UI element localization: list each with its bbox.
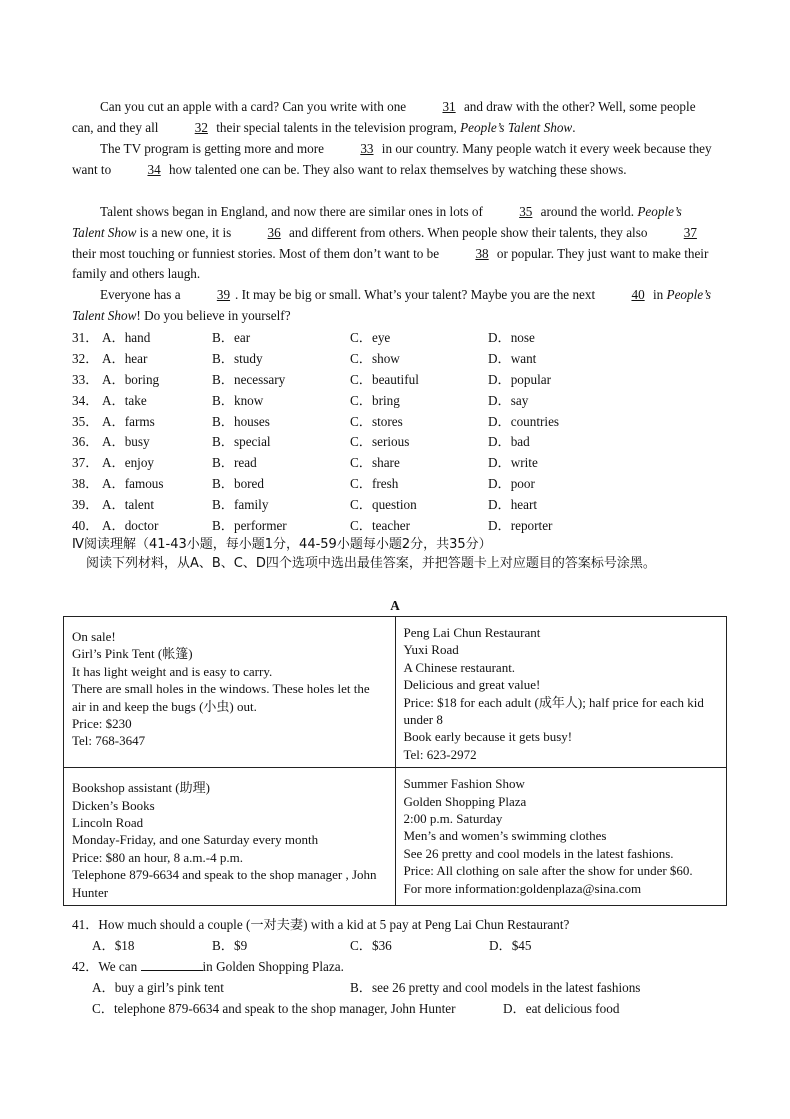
- blank-37: 37: [683, 224, 697, 240]
- text: 42．We can: [72, 959, 138, 974]
- options-row-40: [72, 515, 712, 535]
- ad-fashion-show: [395, 768, 727, 906]
- passage-label: A: [390, 598, 400, 613]
- text: .: [572, 119, 576, 135]
- text: how talented one can be. They also want to relax themselves by watching these shows.: [168, 161, 627, 177]
- ad-line: Girl’s Pink Tent (帐篷): [72, 646, 193, 662]
- option-d: D．reporter: [488, 518, 553, 533]
- ad-line: See 26 pretty and cool models in the latest fashions.: [403, 845, 674, 861]
- option-c: C．eye: [350, 330, 391, 345]
- option-a: A．doctor: [102, 518, 159, 533]
- ad-line: Men’s and women’s swimming clothes: [403, 828, 607, 844]
- ad-line: On sale!: [72, 629, 116, 644]
- option-b: B．ear: [212, 330, 251, 345]
- program-title: People’s Talent Show: [460, 119, 573, 135]
- option-a: A．famous: [102, 476, 164, 491]
- ad-line: Price: All clothing on sale after the show for under $60.: [403, 863, 693, 879]
- ad-line: Price: $80 an hour, 8 a.m.-4 p.m.: [72, 849, 243, 865]
- ad-restaurant: [395, 617, 727, 768]
- ad-line: 2:00 p.m. Saturday: [403, 811, 503, 827]
- blank-35: 35: [519, 204, 533, 219]
- question-number: 36．: [72, 434, 99, 449]
- text: . It may be big or small. What’s your talent? Maybe you are the next: [235, 287, 596, 302]
- option-b: B．houses: [212, 414, 270, 429]
- question-number: 33．: [72, 372, 99, 387]
- options-row-39: [72, 494, 712, 514]
- ad-line: Price: $18 for each adult (成年人); half price for each kid under 8: [403, 694, 704, 728]
- ad-bookshop: [64, 768, 396, 906]
- section-title: Ⅳ阅读理解（41-43小题，每小题1分，44-59小题每小题2分，共35分）: [72, 537, 492, 552]
- blank-36: 36: [267, 224, 281, 240]
- option-d: D．write: [488, 455, 538, 470]
- option-d: D．countries: [488, 414, 560, 429]
- question-number: 38．: [72, 476, 99, 491]
- ad-line: Dicken’s Books: [72, 797, 155, 813]
- option-a: A．farms: [102, 414, 155, 429]
- ad-line: Lincoln Road: [72, 815, 144, 831]
- option-d: D．nose: [488, 330, 535, 345]
- option-c: C．fresh: [350, 476, 399, 491]
- ads-table: [63, 616, 727, 906]
- option-c: C．question: [350, 497, 417, 512]
- option-b: B．read: [212, 455, 257, 470]
- option-a: A．hear: [102, 351, 148, 366]
- q41-option-c: C．$36: [350, 938, 392, 953]
- options-row-32: [72, 348, 712, 368]
- question-number: 35．: [72, 414, 99, 429]
- option-d: D．heart: [488, 497, 538, 512]
- cloze-paragraph-4: [72, 285, 712, 327]
- options-row-38: [72, 473, 712, 493]
- question-number: 34．: [72, 393, 99, 408]
- cloze-paragraph-1: [72, 97, 712, 139]
- section-instruction: 阅读下列材料，从A、B、C、D四个选项中选出最佳答案，并把答题卡上对应题目的答案标号涂黑。: [86, 556, 656, 571]
- option-d: D．want: [488, 351, 537, 366]
- program-title: People’s Talent Show: [72, 287, 711, 323]
- option-a: A．hand: [102, 330, 151, 345]
- text: ! Do you believe in yourself?: [136, 307, 291, 323]
- q42-option-d: D．eat delicious food: [503, 1001, 620, 1016]
- ad-line: Summer Fashion Show: [403, 776, 525, 792]
- cloze-paragraph-2: [72, 139, 712, 181]
- option-b: B．special: [212, 434, 271, 449]
- option-c: C．show: [350, 351, 400, 366]
- q41-option-a: A．$18: [92, 938, 135, 953]
- text: and different from others. When people show their talents, they also: [289, 224, 648, 240]
- option-c: C．share: [350, 455, 400, 470]
- ad-line: Bookshop assistant (助理): [72, 780, 210, 796]
- options-row-31: [72, 327, 712, 347]
- blank-33: 33: [360, 141, 374, 156]
- text: in our country. Many people watch it every week because they want to: [72, 141, 712, 177]
- text: in Golden Shopping Plaza.: [202, 959, 344, 974]
- question-number: 40．: [72, 518, 99, 533]
- text: or popular. They just want to make their family and others laugh.: [72, 245, 709, 282]
- blank-38: 38: [475, 245, 489, 261]
- options-row-33: [72, 369, 712, 389]
- q41-option-d: D．$45: [489, 938, 532, 953]
- options-row-37: [72, 452, 712, 472]
- option-b: B．study: [212, 351, 263, 366]
- text: Talent shows began in England, and now there are similar ones in lots of: [100, 204, 483, 219]
- ad-line: Golden Shopping Plaza: [403, 793, 527, 809]
- ad-line: A Chinese restaurant.: [403, 659, 516, 675]
- option-c: C．beautiful: [350, 372, 419, 387]
- text: around the world.: [540, 204, 635, 219]
- blank-34: 34: [147, 161, 161, 177]
- cloze-paragraph-3: [72, 202, 712, 285]
- ad-line: Delicious and great value!: [403, 677, 541, 693]
- q41-option-b: B．$9: [212, 938, 248, 953]
- ad-line: Monday-Friday, and one Saturday every month: [72, 832, 319, 848]
- text: Everyone has a: [100, 287, 181, 302]
- ad-line: Peng Lai Chun Restaurant: [403, 625, 541, 640]
- question-number: 37．: [72, 455, 99, 470]
- options-row-35: [72, 411, 712, 431]
- q42-option-c: C．telephone 879-6634 and speak to the shop manager, John Hunter: [92, 1001, 456, 1016]
- question-number: 32．: [72, 351, 99, 366]
- text: Can you cut an apple with a card? Can you write with one: [100, 99, 407, 114]
- option-b: B．necessary: [212, 372, 286, 387]
- ad-line: Telephone 879-6634 and speak to the shop manager , John Hunter: [72, 867, 377, 900]
- option-c: C．teacher: [350, 518, 411, 533]
- blank-31: 31: [442, 99, 456, 114]
- q42-option-b: B．see 26 pretty and cool models in the latest fashions: [350, 980, 641, 995]
- option-a: A．busy: [102, 434, 150, 449]
- blank-39: 39: [216, 287, 231, 302]
- program-title: People’s Talent Show: [72, 204, 682, 240]
- ad-line: There are small holes in the windows. These holes let the air in and keep the bugs (小虫) out.: [72, 681, 370, 714]
- option-d: D．popular: [488, 372, 551, 387]
- option-d: D．poor: [488, 476, 535, 491]
- text: The TV program is getting more and more: [100, 141, 325, 156]
- option-b: B．know: [212, 393, 264, 408]
- option-b: B．family: [212, 497, 269, 512]
- text: is a new one, it is: [139, 224, 232, 240]
- option-c: C．stores: [350, 414, 403, 429]
- option-b: B．performer: [212, 518, 287, 533]
- ad-line: Tel: 623-2972: [403, 746, 477, 762]
- options-row-34: [72, 390, 712, 410]
- question-number: 39．: [72, 497, 99, 512]
- blank-32: 32: [194, 119, 208, 135]
- text: their most touching or funniest stories. Most of them don’t want to be: [72, 245, 440, 261]
- text: their special talents in the television program,: [216, 119, 457, 135]
- option-a: A．boring: [102, 372, 160, 387]
- text: in: [652, 287, 664, 302]
- option-a: A．take: [102, 393, 147, 408]
- question-number: 31．: [72, 330, 99, 345]
- blank-40: 40: [631, 287, 645, 302]
- ad-line: Price: $230: [72, 716, 132, 732]
- text: and draw with the other? Well, some people can, and they all: [72, 99, 696, 135]
- option-c: C．serious: [350, 434, 410, 449]
- ad-line: Tel: 768-3647: [72, 733, 146, 749]
- option-c: C．bring: [350, 393, 400, 408]
- option-d: D．bad: [488, 434, 530, 449]
- question-42-stem: [72, 956, 344, 975]
- ad-line: Book early because it gets busy!: [403, 729, 573, 745]
- question-41-stem: 41．How much should a couple (一对夫妻) with a kid at 5 pay at Peng Lai Chun Restaurant?: [72, 917, 570, 932]
- ad-tent: [64, 617, 396, 768]
- option-b: B．bored: [212, 476, 265, 491]
- option-a: A．talent: [102, 497, 155, 512]
- ad-line: Yuxi Road: [403, 642, 459, 658]
- q42-option-a: A．buy a girl’s pink tent: [92, 980, 224, 995]
- ad-line: It has light weight and is easy to carry.: [72, 663, 273, 679]
- option-a: A．enjoy: [102, 455, 155, 470]
- options-row-36: [72, 431, 712, 451]
- answer-blank: [141, 958, 203, 971]
- option-d: D．say: [488, 393, 529, 408]
- ad-line: For more information:goldenplaza@sina.com: [403, 880, 642, 896]
